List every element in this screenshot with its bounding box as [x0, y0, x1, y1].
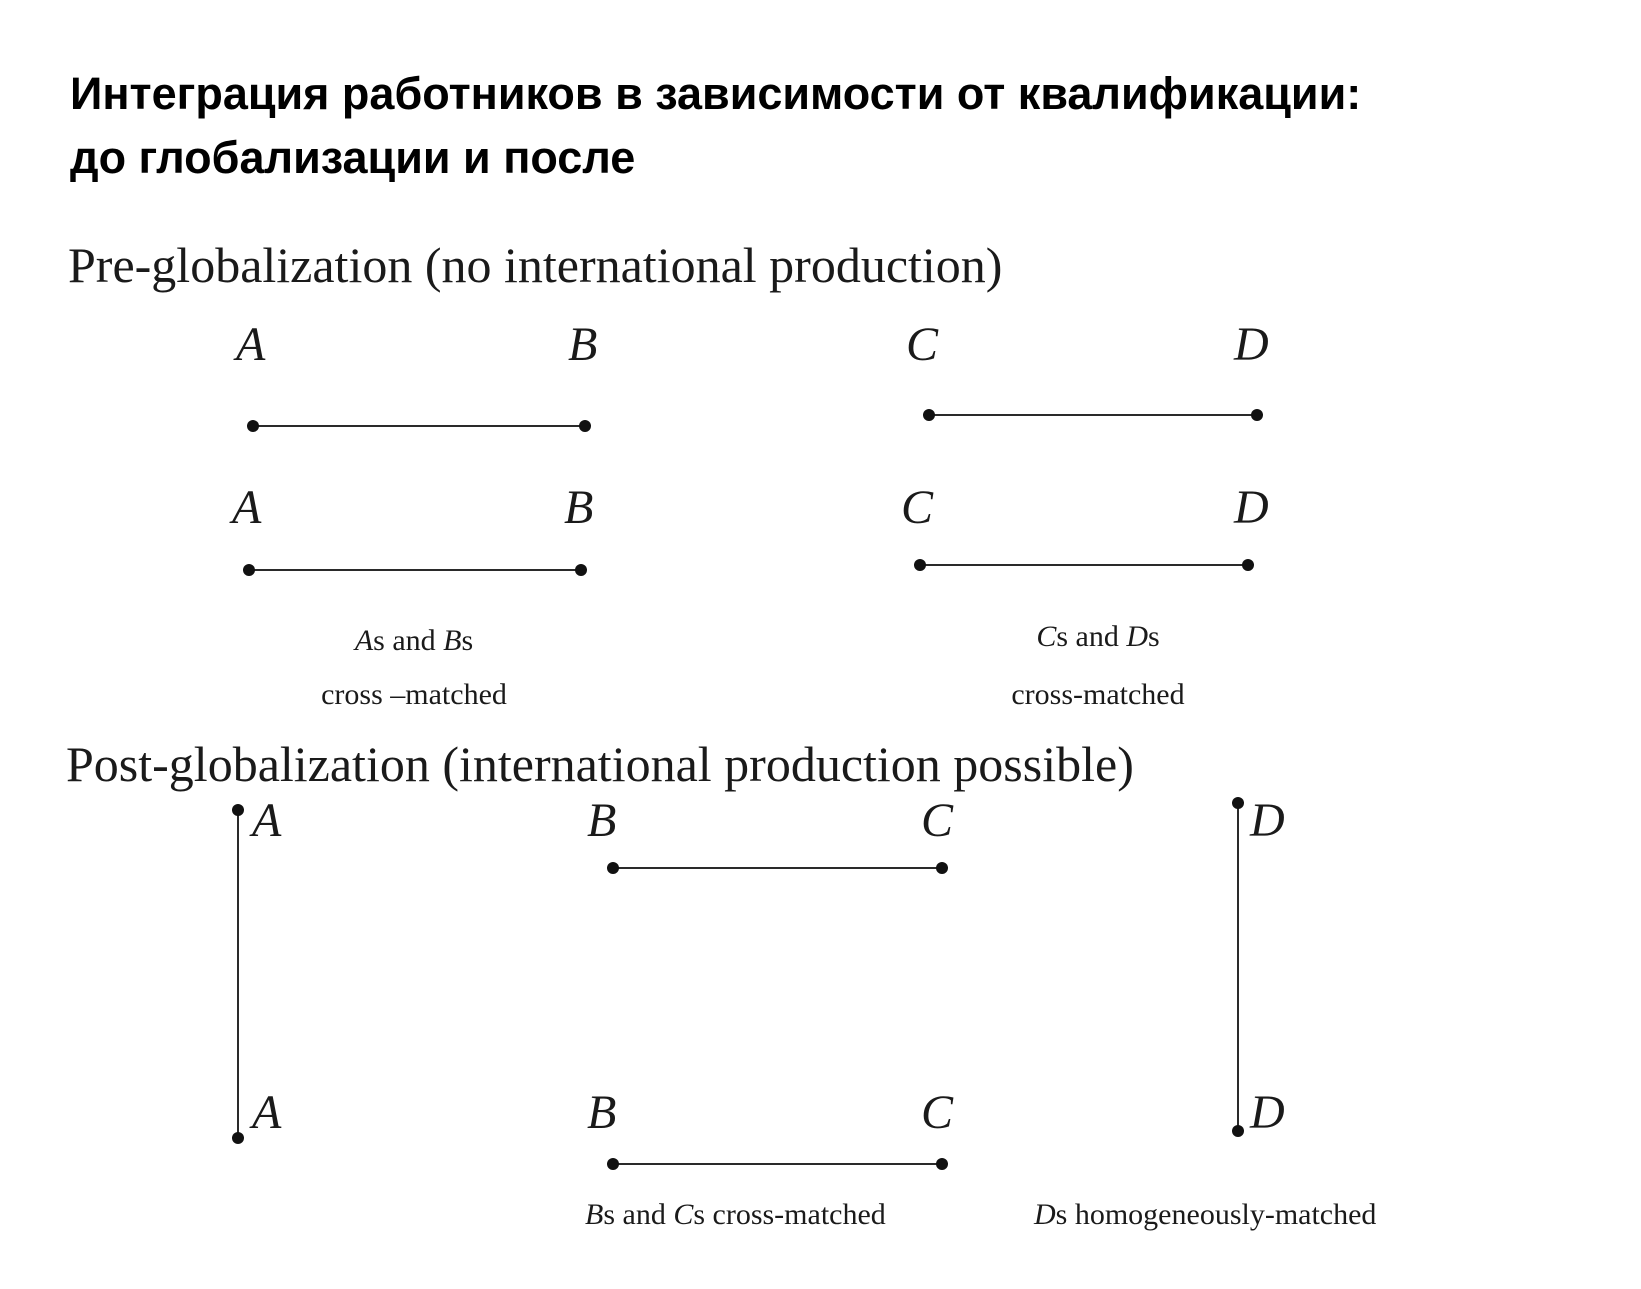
- pre-ab-bottom-label-a: A: [232, 481, 262, 534]
- pre-cd-bottom-node-d: [1242, 559, 1254, 571]
- post-bc-top-label-c: C: [921, 794, 954, 847]
- pre-ab-caption-line-2: cross –matched: [321, 678, 507, 711]
- pre-ab-bottom-node-a: [243, 564, 255, 576]
- pre-cd-group: [901, 318, 1269, 711]
- pre-cd-caption-line-2: cross-matched: [1011, 678, 1185, 711]
- pre-globalization-heading: Pre-globalization (no international production): [68, 237, 1003, 293]
- pre-cd-bottom-node-c: [914, 559, 926, 571]
- post-d-caption: Ds homogeneously-matched: [1034, 1198, 1377, 1231]
- pre-cd-top-node-c: [923, 409, 935, 421]
- post-a-top-node: [232, 804, 244, 816]
- post-bc-group: [585, 794, 954, 1231]
- post-a-top-label: A: [252, 794, 282, 847]
- pre-ab-caption-line-1: As and Bs: [354, 624, 474, 657]
- pre-cd-bottom-label-c: C: [901, 481, 934, 534]
- page-title-line-1: Интеграция работников в зависимости от квалификации:: [70, 68, 1362, 119]
- post-bc-top-label-b: B: [587, 794, 617, 847]
- post-d-bottom-label: D: [1250, 1086, 1285, 1139]
- pre-globalization-section: [68, 237, 1269, 711]
- post-bc-bottom-label-c: C: [921, 1086, 954, 1139]
- pre-ab-top-label-b: B: [568, 318, 598, 371]
- pre-ab-group: [229, 318, 597, 711]
- pre-ab-top-node-b: [579, 420, 591, 432]
- pre-ab-bottom-node-b: [575, 564, 587, 576]
- post-a-bottom-label: A: [252, 1086, 282, 1139]
- post-d-group: [1033, 794, 1376, 1231]
- post-d-bottom-node: [1232, 1125, 1244, 1137]
- pre-cd-top-label-c: C: [906, 318, 939, 371]
- post-a-group: [232, 794, 282, 1144]
- page-title-line-2: до глобализации и после: [70, 132, 636, 183]
- post-bc-caption: Bs and Cs cross-matched: [585, 1198, 886, 1231]
- pre-ab-bottom-label-b: B: [564, 481, 594, 534]
- pre-cd-bottom-label-d: D: [1234, 481, 1269, 534]
- pre-cd-top-node-d: [1251, 409, 1263, 421]
- post-d-top-node: [1232, 797, 1244, 809]
- post-bc-top-node-c: [936, 862, 948, 874]
- post-bc-bottom-node-b: [607, 1158, 619, 1170]
- pre-cd-caption-line-1: Cs and Ds: [1036, 620, 1160, 653]
- pre-ab-top-node-a: [247, 420, 259, 432]
- post-globalization-section: [66, 736, 1376, 1231]
- post-bc-bottom-label-b: B: [587, 1086, 617, 1139]
- post-a-bottom-node: [232, 1132, 244, 1144]
- pre-ab-top-label-a: A: [236, 318, 266, 371]
- post-bc-top-node-b: [607, 862, 619, 874]
- post-d-top-label: D: [1250, 794, 1285, 847]
- post-globalization-heading: Post-globalization (international production possible): [66, 736, 1134, 792]
- post-bc-bottom-node-c: [936, 1158, 948, 1170]
- pre-cd-top-label-d: D: [1234, 318, 1269, 371]
